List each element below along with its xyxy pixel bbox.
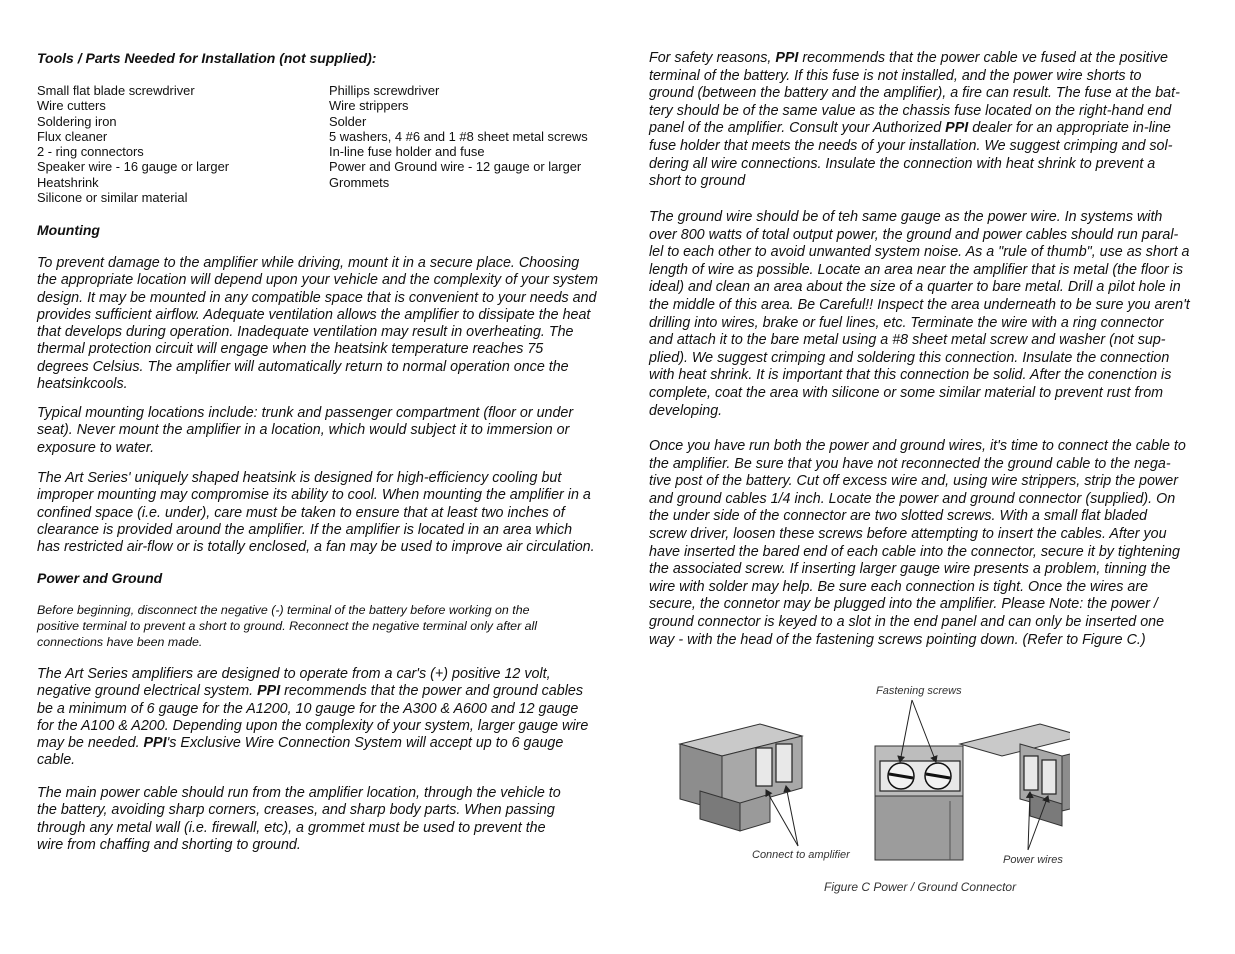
list-item: Solder (329, 113, 367, 129)
power-ground-paragraph-1: The Art Series amplifiers are designed to operate from a car's (+) positive 12 volt, negative ground electrical system. PPI recommends that the power and ground cables be a minimum of 6 gauge for the A1200, 10 gauge for the A300 & A600 and 12 gauge for the A100 & A200. Depending upon the complexity of your system, larger gauge wire may be needed. PPI's Exclusive Wire Connection System will accept up to 6 gauge cable. (37, 666, 589, 769)
list-item: Wire strippers (329, 98, 409, 114)
ground-wire-paragraph: The ground wire should be of teh same gauge as the power wire. In systems with over 800 watts of total output power, the ground and power cables should run paral- lel to each other to avoid unwanted system noise. As a "rule of thumb", use as short a length of wire as possible. Locate an area near the amplifier that is metal (the floor is ideal) and clean an area about the size of a quarter to bare metal. Drill a pilot hole in the middle of this area. Be Careful!! Inspect the area underneath to be sure you aren't drilling into wires, brake or fuel lines, etc. Terminate the wire with a ring connector and attach it to the bare metal using a #8 sheet metal screw and washer (not sup- plied). We suggest crimping and soldering this connection. Insulate the connection with heat shrink. It is important that this connection be solid. After the conenction is complete, coat the area with silicone or some similar material to prevent rust from developing. (649, 209, 1190, 419)
tools-heading: Tools / Parts Needed for Installation (not supplied): (37, 50, 377, 66)
tools-list-left (37, 83, 229, 205)
battery-note: Before beginning, disconnect the negative (-) terminal of the battery before working on the positive terminal to prevent a short to ground. Reconnect the negative terminal only after all connections have been made. (37, 603, 538, 649)
list-item: Phillips screwdriver (329, 83, 440, 98)
list-item: 2 - ring connectors (37, 144, 144, 160)
power-ground-paragraph-2: The main power cable should run from the amplifier location, through the vehicle to the battery, avoiding sharp corners, creases, and sharp body parts. When passing through any metal wall (i.e. firewall, etc), a grommet must be used to prevent the wire from chaffing and shorting to ground. (37, 785, 561, 853)
list-item: Wire cutters (37, 98, 106, 114)
connect-cable-paragraph: Once you have run both the power and ground wires, it's time to connect the cable to the amplifier. Be sure that you have not reconnected the ground cable to the nega- tive post of the battery. Cut off excess wire and, using wire strippers, strip the power and ground cables 1/4 inch. Locate the power and ground connector (supplied). On the under side of the connector are two slotted screws. With a small flat bladed screw driver, loosen these screws before attempting to insert the cables. After you have inserted the bared end of each cable into the connector, secure it by tightening the associated screw. If inserting larger gauge wire presents a problem, tinning the wire with solder may help. Be sure each connection is tight. Once the wires are secure, the connetor may be plugged into the amplifier. Please Note: the power / ground connector is keyed to a slot in the end panel and can only be inserted one way - with the head of the fastening screws pointing down. (Refer to Figure C.) (649, 438, 1186, 648)
list-item: Silicone or similar material (37, 190, 188, 206)
brand-name: PPI (257, 683, 281, 700)
list-item: Small flat blade screwdriver (37, 83, 195, 98)
power-wires-label: Power wires (1003, 854, 1063, 866)
list-item: Soldering iron (37, 113, 117, 129)
mounting-paragraph-2: Typical mounting locations include: trunk and passenger compartment (floor or under seat). Never mount the amplifier in a location, which would subject it to immersion or exposure to water. (37, 405, 574, 456)
tools-list-right (329, 83, 588, 190)
fastening-screws-label: Fastening screws (876, 685, 962, 697)
mounting-heading: Mounting (37, 222, 100, 238)
connect-to-amplifier-label: Connect to amplifier (752, 849, 850, 861)
list-item: Grommets (329, 174, 390, 190)
connector-left-view (680, 724, 802, 831)
brand-name: PPI (775, 50, 799, 66)
list-item: Flux cleaner (37, 128, 108, 144)
figure-caption: Figure C Power / Ground Connector (824, 880, 1017, 894)
list-item: In-line fuse holder and fuse (329, 144, 485, 160)
brand-name: PPI (143, 735, 167, 752)
list-item: 5 washers, 4 #6 and 1 #8 sheet metal screws (329, 128, 588, 144)
figure-c-connector-diagram (670, 676, 1070, 906)
power-ground-heading: Power and Ground (37, 570, 163, 586)
mounting-paragraph-3: The Art Series' uniquely shaped heatsink is designed for high-efficiency cooling but improper mounting may compromise its ability to cool. When mounting the amplifier in a confined space (i.e. under), care must be taken to ensure that at least two inches of clearance is provided around the amplifier. If the amplifier is located in an area which has restricted air-flow or is totally enclosed, a fan may be used to improve air circulation. (37, 470, 595, 556)
safety-paragraph: For safety reasons, PPI recommends that the power cable ve fused at the positive terminal of the battery. If this fuse is not installed, and the power wire shorts to ground (between the battery and the amplifier), a fire can result. The fuse at the bat- tery should be of the same value as the chassis fuse located on the right-hand end panel of the amplifier. Consult your Authorized PPI dealer for an appropriate in-line fuse holder that meets the needs of your installation. We suggest crimping and sol- dering all wire connections. Insulate the connection with heat shrink to prevent a short to ground (649, 50, 1180, 190)
list-item: Heatshrink (37, 174, 99, 190)
brand-name: PPI (945, 120, 969, 137)
connector-center-view (875, 746, 963, 860)
list-item: Power and Ground wire - 12 gauge or larger (329, 159, 582, 175)
mounting-paragraph-1: To prevent damage to the amplifier while driving, mount it in a secure place. Choosing the appropriate location will depend upon your vehicle and the complexity of your system design. It may be mounted in any compatible space that is convenient to your needs and provides sufficient airflow. Adequate ventilation allows the amplifier to dissipate the heat that develops during operation. Inadequate ventilation may result in overheating. The thermal protection circuit will engage when the heatsink temperature reaches 75 degrees Celsius. The amplifier will automatically return to normal operation once the heatsinkcools. (37, 255, 599, 393)
connector-right-view (960, 724, 1070, 826)
list-item: Speaker wire - 16 gauge or larger (37, 159, 230, 175)
